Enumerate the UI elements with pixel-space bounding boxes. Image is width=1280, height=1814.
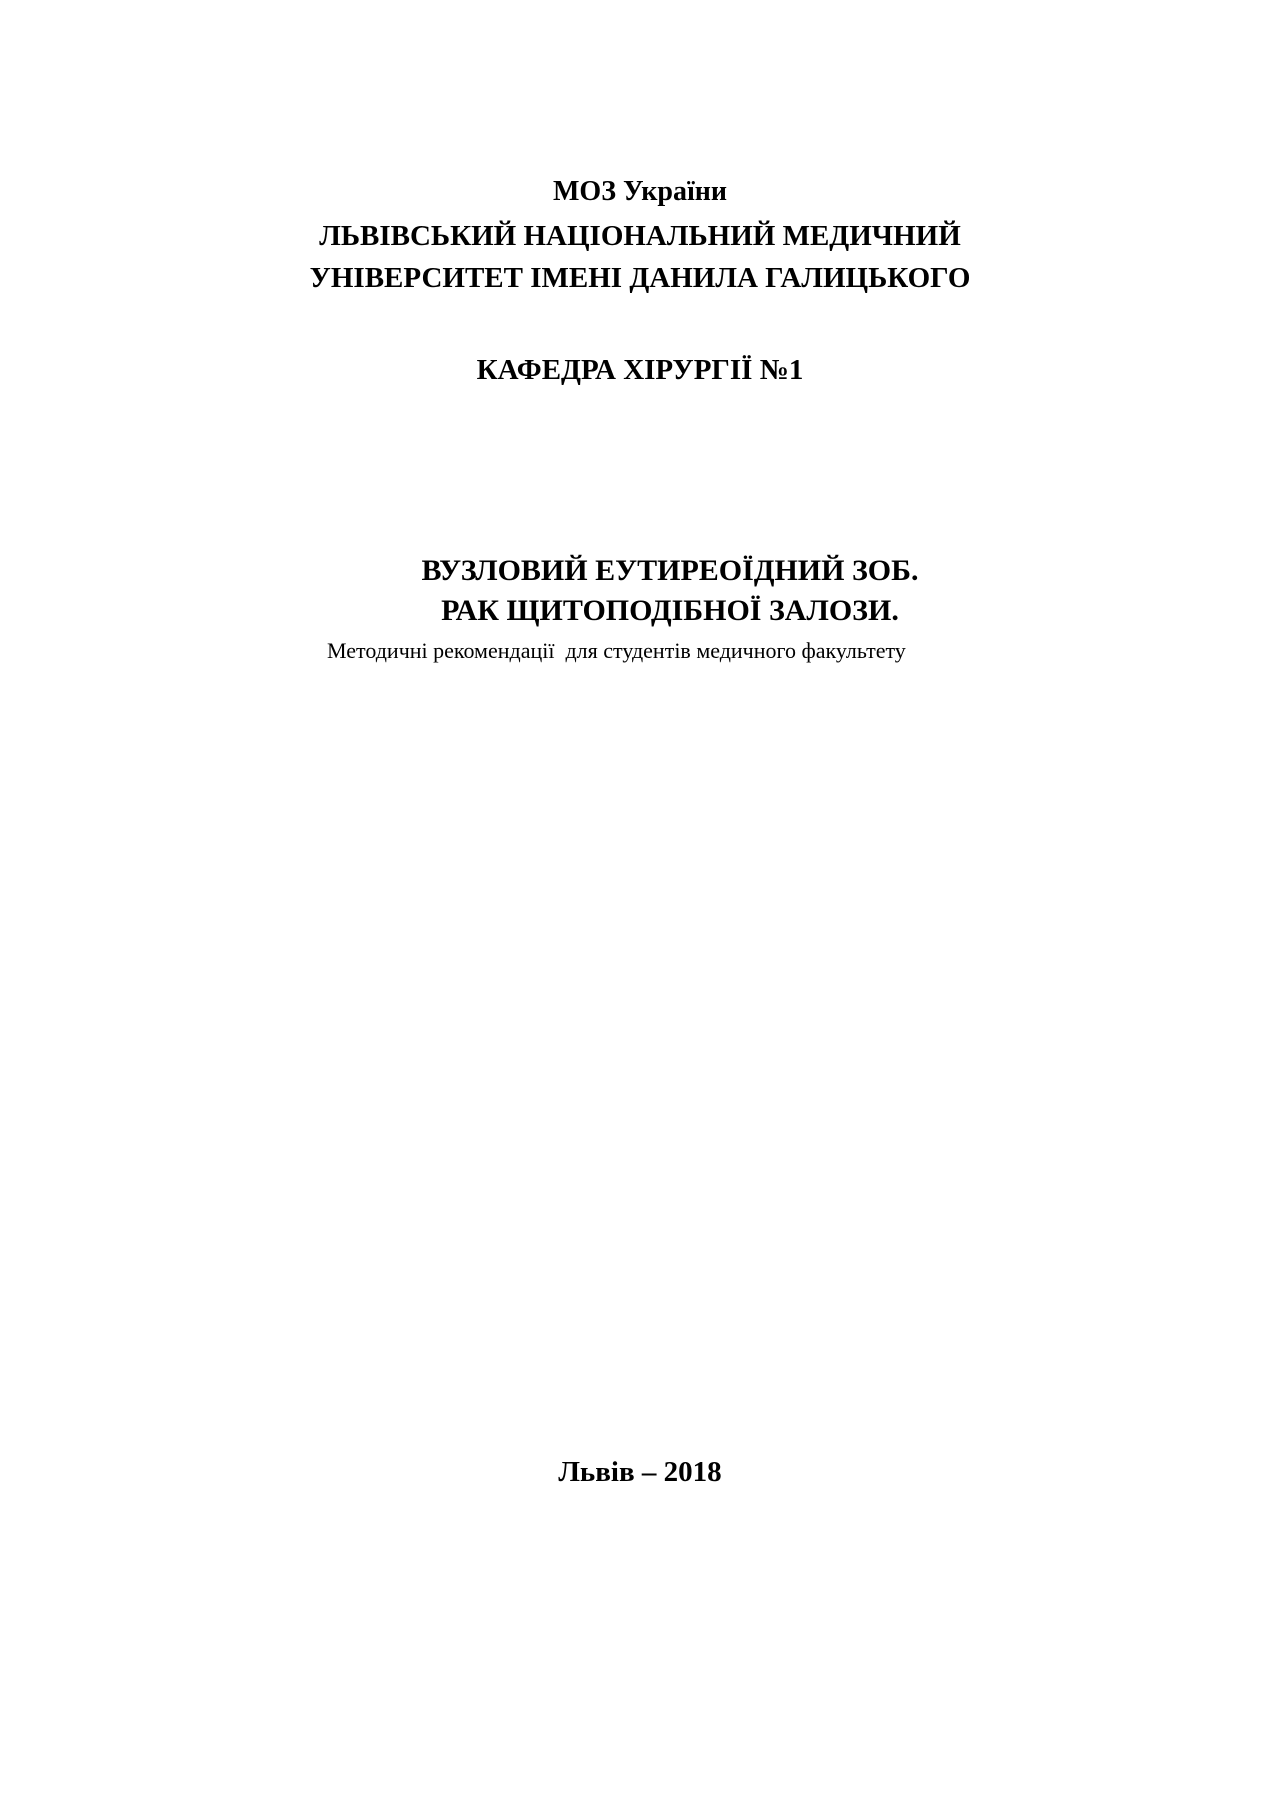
document-subtitle: Методичні рекомендації для студентів медичного факультету (327, 638, 906, 663)
document-title-line1: ВУЗЛОВИЙ ЕУТИРЕОЇДНИЙ ЗОБ. (421, 554, 919, 587)
university-name-line2: УНІВЕРСИТЕТ ІМЕНІ ДАНИЛА ГАЛИЦЬКОГО (309, 262, 971, 294)
university-name-line1: ЛЬВІВСЬКИЙ НАЦІОНАЛЬНИЙ МЕДИЧНИЙ (319, 220, 961, 252)
place-and-year: Львів – 2018 (558, 1456, 722, 1488)
department-heading: КАФЕДРА ХІРУРГІЇ №1 (476, 354, 804, 386)
document-title-line2: РАК ЩИТОПОДІБНОЇ ЗАЛОЗИ. (441, 594, 899, 627)
ministry-heading: МОЗ України (553, 176, 727, 207)
